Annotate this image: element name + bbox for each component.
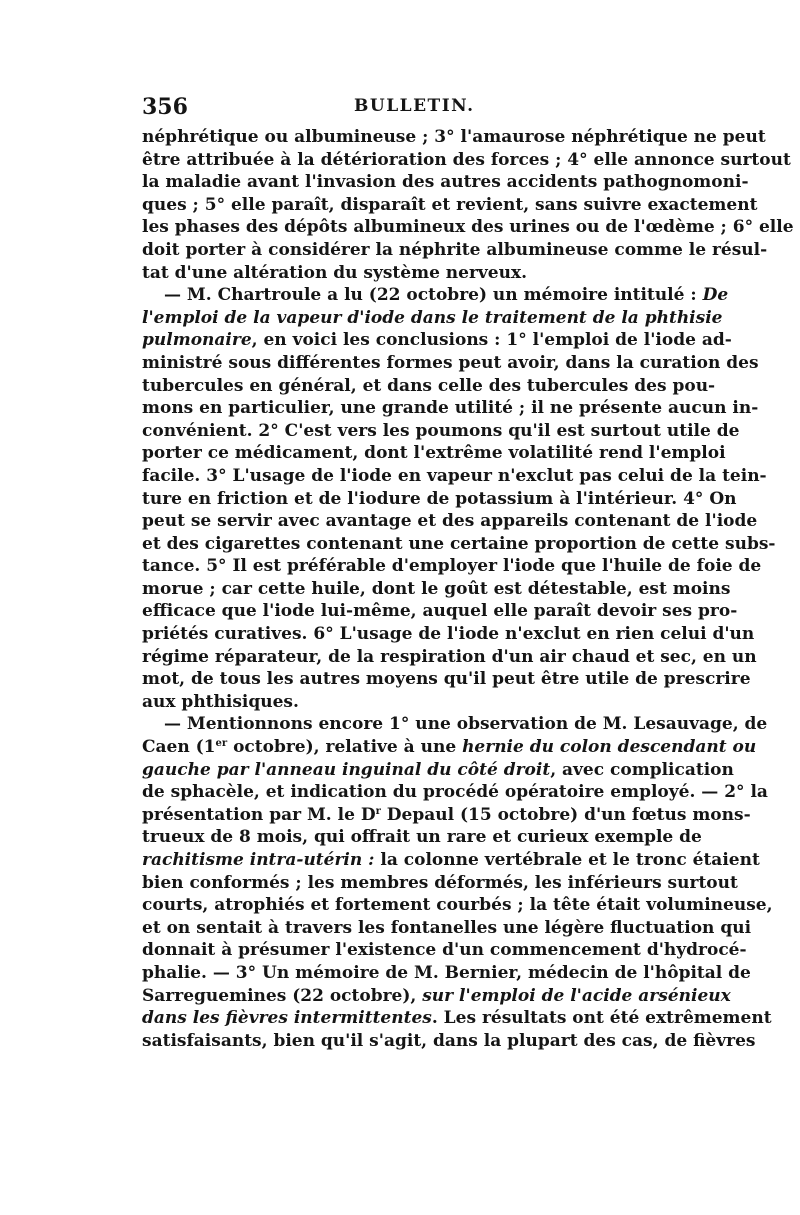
text-line: convénient. 2° C'est vers les poumons qu'il est surtout utile de [142, 420, 740, 441]
text-line: porter ce médicament, dont l'extrême volatilité rend l'emploi [142, 443, 726, 464]
text-line: mons en particulier, une grande utilité ; il ne présente aucun in- [142, 398, 759, 419]
text-line: doit porter à considérer la néphrite albumineuse comme le résul- [142, 239, 768, 260]
text-line: ture en friction et de l'iodure de potassium à l'intérieur. 4° On [142, 488, 737, 509]
page-number: 356 [142, 94, 188, 120]
text-line: — Mentionnons encore 1° une observation de M. Lesauvage, de [164, 714, 768, 735]
text-line: Sarreguemines (22 octobre), sur l'emploi de l'acide arsénieux [142, 985, 731, 1006]
text-line: être attribuée à la détérioration des forces ; 4° elle annonce surtout [142, 149, 791, 170]
text-line: courts, atrophiés et fortement courbés ; la tête était volumineuse, [142, 895, 773, 916]
text-line: peut se servir avec avantage et des appareils contenant de l'iode [142, 511, 758, 532]
text-line: de sphacèle, et indication du procédé opératoire employé. — 2° la [142, 782, 768, 803]
text-line: et on sentait à travers les fontanelles une légère fluctuation qui [142, 917, 752, 938]
text-line: tubercules en général, et dans celle des tubercules des pou- [142, 375, 716, 396]
text-line: tat d'une altération du système nerveux. [142, 262, 528, 283]
text-line: l'emploi de la vapeur d'iode dans le traitement de la phthisie [142, 307, 723, 328]
text-line: les phases des dépôts albumineux des urines ou de l'œdème ; 6° elle [142, 217, 794, 238]
text-line: phalie. — 3° Un mémoire de M. Bernier, médecin de l'hôpital de [142, 962, 751, 983]
body-text [142, 126, 794, 1052]
text-line: régime réparateur, de la respiration d'un air chaud et sec, en un [142, 646, 757, 667]
text-line: mot, de tous les autres moyens qu'il peut être utile de prescrire [142, 669, 751, 690]
text-line: pulmonaire, en voici les conclusions : 1° l'emploi de l'iode ad- [142, 330, 732, 351]
text-line: présentation par M. le $D^r$ Depaul (15 octobre) d'un fœtus mons- [142, 804, 751, 825]
text-line: dans les fièvres intermittentes. Les résultats ont été extrêmement [142, 1008, 772, 1029]
text-line: donnait à présumer l'existence d'un commencement d'hydrocé- [142, 940, 747, 961]
text-line: efficace que l'iode lui-même, auquel elle paraît devoir ses pro- [142, 601, 738, 622]
text-line: la maladie avant l'invasion des autres accidents pathognomoni- [142, 172, 749, 193]
text-line: morue ; car cette huile, dont le goût est détestable, est moins [142, 578, 731, 599]
text-line: ministré sous différentes formes peut avoir, dans la curation des [142, 352, 759, 373]
running-head: BULLETIN. [354, 96, 475, 116]
text-line: rachitisme intra-utérin : la colonne vertébrale et le tronc étaient [142, 850, 760, 870]
text-line: satisfaisants, bien qu'il s'agit, dans la plupart des cas, de fièvres [142, 1030, 756, 1051]
text-line: bien conformés ; les membres déformés, les inférieurs surtout [142, 872, 738, 893]
page-header [142, 94, 662, 124]
text-line: gauche par l'anneau inguinal du côté droit, avec complication [142, 759, 734, 780]
text-line: tance. 5° Il est préférable d'employer l'iode que l'huile de foie de [142, 556, 762, 577]
text-line: et des cigarettes contenant une certaine proportion de cette subs- [142, 533, 776, 554]
text-line: ques ; 5° elle paraît, disparaît et revient, sans suivre exactement [142, 194, 758, 215]
text-line: — M. Chartroule a lu (22 octobre) un mémoire intitulé : De [164, 285, 729, 306]
text-line: trueux de 8 mois, qui offrait un rare et curieux exemple de [142, 827, 702, 848]
text-line: aux phthisiques. [142, 691, 299, 712]
text-line: Caen (1er octobre), relative à une hernie du colon descendant ou [142, 737, 757, 758]
text-line: priétés curatives. 6° L'usage de l'iode n'exclut en rien celui d'un [142, 624, 755, 645]
text-line: facile. 3° L'usage de l'iode en vapeur n'exclut pas celui de la tein- [142, 465, 767, 486]
text-line: néphrétique ou albumineuse ; 3° l'amaurose néphrétique ne peut [142, 127, 766, 147]
